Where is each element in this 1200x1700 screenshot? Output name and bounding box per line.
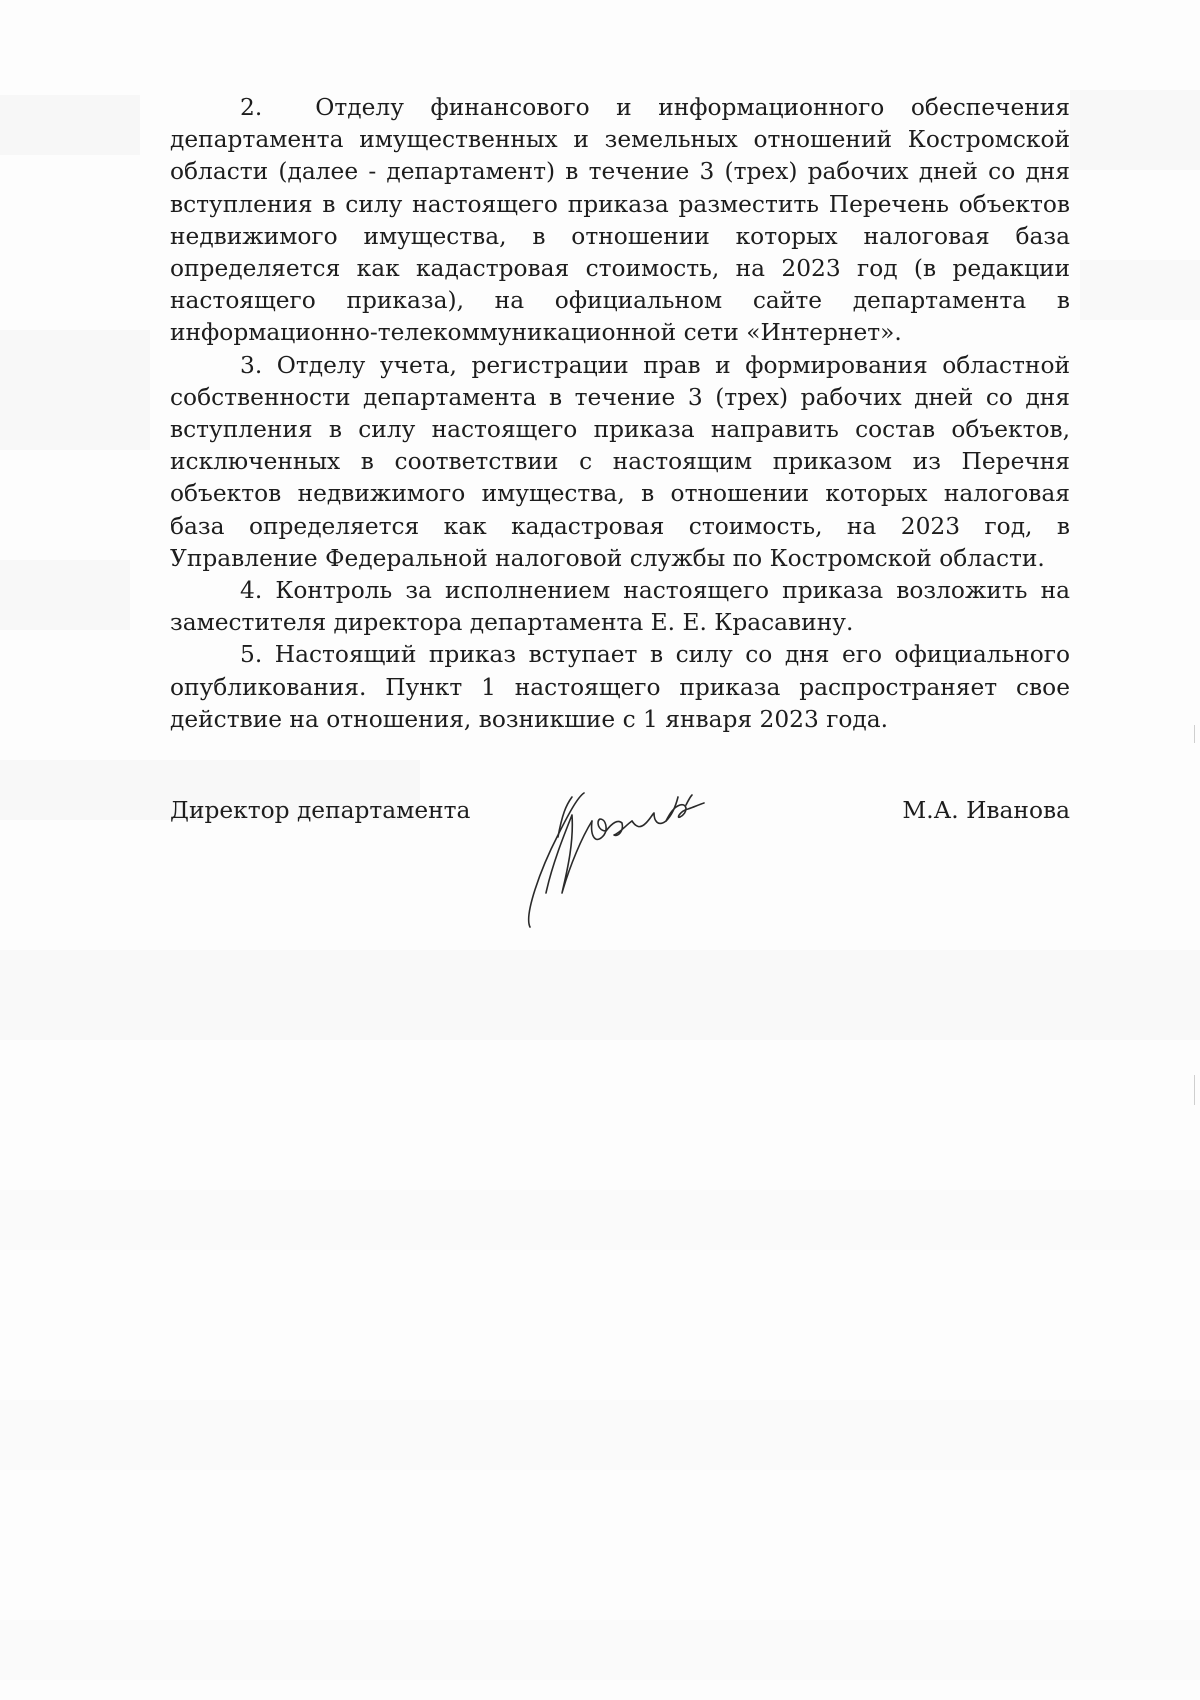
- scan-edge-mark: [1194, 725, 1195, 743]
- paragraph-2: 2. Отделу финансового и информационного обеспечения департамента имущественных и земельных отношений Костромской области (далее - департамент) в течение 3 (трех) рабочих дней со дня вступления в силу настоящего приказа разместить Перечень объектов недвижимого имущества, в отношении которых налоговая база определяется как кадастровая стоимость, на 2023 год (в редакции настоящего приказа), на официальном сайте департамента в информационно-телекоммуникационной сети «Интернет».: [170, 94, 1070, 347]
- scan-edge-mark: [1194, 1075, 1195, 1105]
- handwritten-signature: [500, 775, 750, 935]
- signer-name: М.А. Иванова: [902, 797, 1070, 824]
- paragraph-4: 4. Контроль за исполнением настоящего приказа возложить на заместителя директора департамента Е. Е. Красавину.: [170, 577, 1070, 637]
- paragraph-3: 3. Отделу учета, регистрации прав и формирования областной собственности департамента в течение 3 (трех) рабочих дней со дня вступления в силу настоящего приказа направить состав объектов, исключенных в соответствии с настоящим приказом из Перечня объектов недвижимого имущества, в отношении которых налоговая база определяется как кадастровая стоимость, на 2023 год, в Управление Федеральной налоговой службы по Костромской области.: [170, 351, 1070, 572]
- document-body: [170, 92, 1070, 736]
- paragraph-5: 5. Настоящий приказ вступает в силу со дня его официального опубликования. Пункт 1 настоящего приказа распространяет свое действие на отношения, возникшие с 1 января 2023 года.: [170, 641, 1070, 733]
- signer-position: Директор департамента: [170, 797, 471, 824]
